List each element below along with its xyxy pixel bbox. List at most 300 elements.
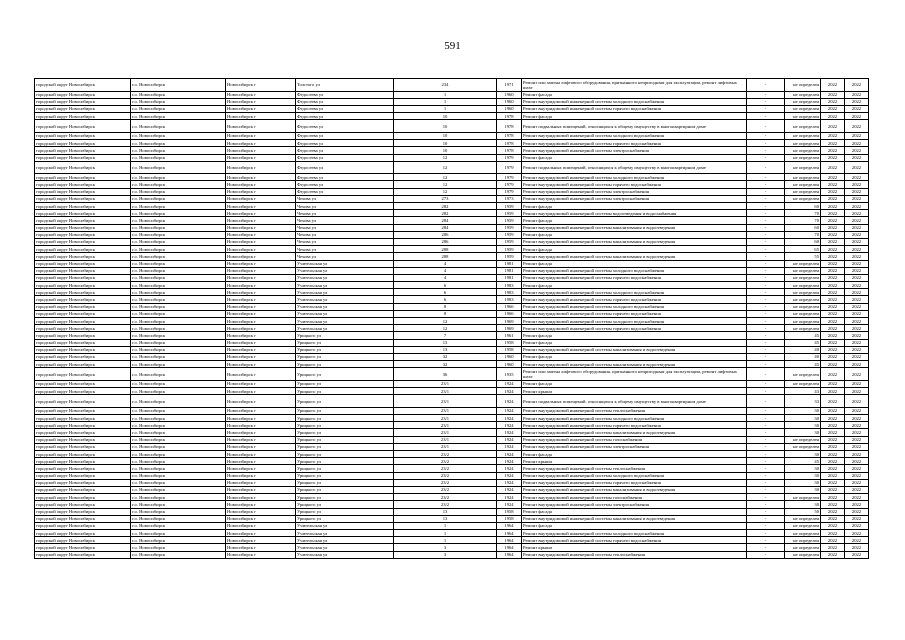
table-row bbox=[35, 113, 869, 120]
start-year-cell: 2022 bbox=[821, 120, 845, 133]
year-built-cell: 1958 bbox=[497, 339, 522, 346]
end-year-cell: 2022 bbox=[845, 388, 869, 395]
work-type-cell: Ремонт внутридомовой инженерной системы электроснабжения bbox=[522, 188, 747, 195]
district-cell: г.о. Новосибирск bbox=[131, 494, 226, 501]
cost-cell: не определен bbox=[785, 282, 821, 289]
municipality-cell: городской округ Новосибирск bbox=[35, 113, 131, 120]
street-cell: Федосеева ул bbox=[296, 105, 394, 112]
municipality-cell: городской округ Новосибирск bbox=[35, 508, 131, 515]
year-built-cell: 1924 bbox=[497, 479, 522, 486]
start-year-cell: 2022 bbox=[821, 339, 845, 346]
house-number-cell: 23/2 bbox=[394, 451, 497, 458]
district-cell: г.о. Новосибирск bbox=[131, 537, 226, 544]
start-year-cell: 2022 bbox=[821, 174, 845, 181]
municipality-cell: городской округ Новосибирск bbox=[35, 325, 131, 332]
municipality-cell: городской округ Новосибирск bbox=[35, 105, 131, 112]
end-year-cell: 2022 bbox=[845, 395, 869, 408]
municipality-cell: городской округ Новосибирск bbox=[35, 132, 131, 139]
year-built-cell: 1983 bbox=[497, 282, 522, 289]
street-cell: Чехова ул bbox=[296, 231, 394, 238]
dash-cell: - bbox=[747, 289, 785, 296]
house-number-cell: 32 bbox=[394, 361, 497, 368]
house-number-cell: 23/2 bbox=[394, 465, 497, 472]
dash-cell: - bbox=[747, 260, 785, 267]
street-cell: Чехова ул bbox=[296, 238, 394, 245]
table-row bbox=[35, 289, 869, 296]
year-built-cell: 1973 bbox=[497, 195, 522, 202]
end-year-cell: 2022 bbox=[845, 132, 869, 139]
city-cell: Новосибирск г bbox=[226, 422, 296, 429]
district-cell: г.о. Новосибирск bbox=[131, 267, 226, 274]
dash-cell: - bbox=[747, 253, 785, 260]
work-type-cell: Ремонт внутридомовой инженерной системы горячего водоснабжения bbox=[522, 140, 747, 147]
city-cell: Новосибирск г bbox=[226, 217, 296, 224]
district-cell: г.о. Новосибирск bbox=[131, 380, 226, 387]
municipality-cell: городской округ Новосибирск bbox=[35, 501, 131, 508]
start-year-cell: 2022 bbox=[821, 479, 845, 486]
city-cell: Новосибирск г bbox=[226, 210, 296, 217]
city-cell: Новосибирск г bbox=[226, 508, 296, 515]
municipality-cell: городской округ Новосибирск bbox=[35, 368, 131, 381]
city-cell: Новосибирск г bbox=[226, 325, 296, 332]
cost-cell: не определен bbox=[785, 98, 821, 105]
district-cell: г.о. Новосибирск bbox=[131, 105, 226, 112]
municipality-cell: городской округ Новосибирск bbox=[35, 303, 131, 310]
house-number-cell: 12 bbox=[394, 318, 497, 325]
city-cell: Новосибирск г bbox=[226, 203, 296, 210]
cost-cell: не определен bbox=[785, 188, 821, 195]
dash-cell: - bbox=[747, 388, 785, 395]
city-cell: Новосибирск г bbox=[226, 407, 296, 414]
end-year-cell: 2022 bbox=[845, 332, 869, 339]
cost-cell: не определен bbox=[785, 551, 821, 558]
street-cell: Урицкого ул bbox=[296, 407, 394, 414]
municipality-cell: городской округ Новосибирск bbox=[35, 407, 131, 414]
city-cell: Новосибирск г bbox=[226, 181, 296, 188]
work-type-cell: Ремонт внутридомовой инженерной системы газоснабжения bbox=[522, 494, 747, 501]
table-row bbox=[35, 203, 869, 210]
start-year-cell: 2022 bbox=[821, 388, 845, 395]
end-year-cell: 2022 bbox=[845, 195, 869, 202]
work-type-cell: Ремонт подвальных помещений, относящихся к общему имуществу в многоквартирном доме bbox=[522, 395, 747, 408]
house-number-cell: 10 bbox=[394, 147, 497, 154]
district-cell: г.о. Новосибирск bbox=[131, 289, 226, 296]
cost-cell: не определен bbox=[785, 132, 821, 139]
start-year-cell: 2022 bbox=[821, 422, 845, 429]
cost-cell: не определен bbox=[785, 181, 821, 188]
cost-cell: 60 bbox=[785, 238, 821, 245]
house-number-cell: 4 bbox=[394, 267, 497, 274]
start-year-cell: 2022 bbox=[821, 472, 845, 479]
table-row bbox=[35, 537, 869, 544]
dash-cell: - bbox=[747, 346, 785, 353]
street-cell: Урицкого ул bbox=[296, 451, 394, 458]
cost-cell: 30 bbox=[785, 429, 821, 436]
start-year-cell: 2022 bbox=[821, 407, 845, 414]
district-cell: г.о. Новосибирск bbox=[131, 436, 226, 443]
start-year-cell: 2022 bbox=[821, 132, 845, 139]
dash-cell: - bbox=[747, 147, 785, 154]
district-cell: г.о. Новосибирск bbox=[131, 132, 226, 139]
year-built-cell: 1969 bbox=[497, 318, 522, 325]
district-cell: г.о. Новосибирск bbox=[131, 451, 226, 458]
start-year-cell: 2022 bbox=[821, 415, 845, 422]
end-year-cell: 2022 bbox=[845, 161, 869, 174]
cost-cell: 30 bbox=[785, 415, 821, 422]
year-built-cell: 1978 bbox=[497, 132, 522, 139]
table-row bbox=[35, 246, 869, 253]
dash-cell: - bbox=[747, 415, 785, 422]
cost-cell: 60 bbox=[785, 203, 821, 210]
work-type-cell: Ремонт внутридомовой инженерной системы горячего водоснабжения bbox=[522, 181, 747, 188]
year-built-cell: 1964 bbox=[497, 537, 522, 544]
city-cell: Новосибирск г bbox=[226, 253, 296, 260]
municipality-cell: городской округ Новосибирск bbox=[35, 181, 131, 188]
end-year-cell: 2022 bbox=[845, 260, 869, 267]
house-number-cell: 12 bbox=[394, 161, 497, 174]
end-year-cell: 2022 bbox=[845, 515, 869, 522]
dash-cell: - bbox=[747, 98, 785, 105]
district-cell: г.о. Новосибирск bbox=[131, 274, 226, 281]
house-number-cell: 6 bbox=[394, 282, 497, 289]
end-year-cell: 2022 bbox=[845, 174, 869, 181]
table-row bbox=[35, 515, 869, 522]
table-row bbox=[35, 486, 869, 493]
municipality-cell: городской округ Новосибирск bbox=[35, 120, 131, 133]
dash-cell: - bbox=[747, 105, 785, 112]
house-number-cell: 1 bbox=[394, 105, 497, 112]
dash-cell: - bbox=[747, 181, 785, 188]
dash-cell: - bbox=[747, 508, 785, 515]
house-number-cell: 23/1 bbox=[394, 415, 497, 422]
cost-cell: не определен bbox=[785, 154, 821, 161]
end-year-cell: 2022 bbox=[845, 325, 869, 332]
end-year-cell: 2022 bbox=[845, 429, 869, 436]
house-number-cell: 23/2 bbox=[394, 486, 497, 493]
start-year-cell: 2022 bbox=[821, 224, 845, 231]
house-number-cell: 23/1 bbox=[394, 380, 497, 387]
start-year-cell: 2022 bbox=[821, 318, 845, 325]
street-cell: Учительская ул bbox=[296, 296, 394, 303]
end-year-cell: 2022 bbox=[845, 154, 869, 161]
cost-cell: не определен bbox=[785, 161, 821, 174]
dash-cell: - bbox=[747, 515, 785, 522]
city-cell: Новосибирск г bbox=[226, 120, 296, 133]
street-cell: Урицкого ул bbox=[296, 508, 394, 515]
end-year-cell: 2022 bbox=[845, 147, 869, 154]
year-built-cell: 1924 bbox=[497, 443, 522, 450]
table-row bbox=[35, 310, 869, 317]
table-row bbox=[35, 465, 869, 472]
city-cell: Новосибирск г bbox=[226, 472, 296, 479]
table-row bbox=[35, 494, 869, 501]
city-cell: Новосибирск г bbox=[226, 282, 296, 289]
street-cell: Урицкого ул bbox=[296, 361, 394, 368]
city-cell: Новосибирск г bbox=[226, 443, 296, 450]
year-built-cell: 1964 bbox=[497, 551, 522, 558]
end-year-cell: 2022 bbox=[845, 296, 869, 303]
district-cell: г.о. Новосибирск bbox=[131, 388, 226, 395]
start-year-cell: 2022 bbox=[821, 332, 845, 339]
house-number-cell: 3 bbox=[394, 551, 497, 558]
municipality-cell: городской округ Новосибирск bbox=[35, 353, 131, 360]
city-cell: Новосибирск г bbox=[226, 318, 296, 325]
end-year-cell: 2022 bbox=[845, 544, 869, 551]
city-cell: Новосибирск г bbox=[226, 388, 296, 395]
start-year-cell: 2022 bbox=[821, 195, 845, 202]
street-cell: Урицкого ул bbox=[296, 443, 394, 450]
municipality-cell: городской округ Новосибирск bbox=[35, 91, 131, 98]
end-year-cell: 2022 bbox=[845, 267, 869, 274]
table-row bbox=[35, 140, 869, 147]
year-built-cell: 1924 bbox=[497, 388, 522, 395]
start-year-cell: 2022 bbox=[821, 451, 845, 458]
work-type-cell: Ремонт фасада bbox=[522, 260, 747, 267]
municipality-cell: городской округ Новосибирск bbox=[35, 522, 131, 529]
table-row bbox=[35, 296, 869, 303]
dash-cell: - bbox=[747, 443, 785, 450]
year-built-cell: 1983 bbox=[497, 296, 522, 303]
work-type-cell: Ремонт фасада bbox=[522, 246, 747, 253]
street-cell: Чехова ул bbox=[296, 246, 394, 253]
cost-cell: не определен bbox=[785, 147, 821, 154]
dash-cell: - bbox=[747, 267, 785, 274]
municipality-cell: городской округ Новосибирск bbox=[35, 310, 131, 317]
end-year-cell: 2022 bbox=[845, 246, 869, 253]
end-year-cell: 2022 bbox=[845, 303, 869, 310]
municipality-cell: городской округ Новосибирск bbox=[35, 318, 131, 325]
cost-cell: 70 bbox=[785, 217, 821, 224]
district-cell: г.о. Новосибирск bbox=[131, 203, 226, 210]
municipality-cell: городской округ Новосибирск bbox=[35, 494, 131, 501]
table-row bbox=[35, 154, 869, 161]
work-type-cell: Ремонт фасада bbox=[522, 380, 747, 387]
cost-cell: 30 bbox=[785, 486, 821, 493]
start-year-cell: 2022 bbox=[821, 544, 845, 551]
start-year-cell: 2022 bbox=[821, 282, 845, 289]
cost-cell: 30 bbox=[785, 465, 821, 472]
street-cell: Федосеева ул bbox=[296, 181, 394, 188]
end-year-cell: 2022 bbox=[845, 436, 869, 443]
end-year-cell: 2022 bbox=[845, 120, 869, 133]
table-row bbox=[35, 551, 869, 558]
year-built-cell: 1959 bbox=[497, 231, 522, 238]
cost-cell: 45 bbox=[785, 332, 821, 339]
table-row bbox=[35, 508, 869, 515]
district-cell: г.о. Новосибирск bbox=[131, 472, 226, 479]
table-row bbox=[35, 353, 869, 360]
table-row bbox=[35, 132, 869, 139]
street-cell: Урицкого ул bbox=[296, 353, 394, 360]
district-cell: г.о. Новосибирск bbox=[131, 429, 226, 436]
street-cell: Учительская ул bbox=[296, 274, 394, 281]
district-cell: г.о. Новосибирск bbox=[131, 465, 226, 472]
city-cell: Новосибирск г bbox=[226, 515, 296, 522]
house-number-cell: 7 bbox=[394, 332, 497, 339]
table-row bbox=[35, 332, 869, 339]
city-cell: Новосибирск г bbox=[226, 105, 296, 112]
district-cell: г.о. Новосибирск bbox=[131, 353, 226, 360]
cost-cell: 55 bbox=[785, 253, 821, 260]
year-built-cell: 1978 bbox=[497, 147, 522, 154]
year-built-cell: 1979 bbox=[497, 174, 522, 181]
city-cell: Новосибирск г bbox=[226, 147, 296, 154]
street-cell: Чехова ул bbox=[296, 195, 394, 202]
district-cell: г.о. Новосибирск bbox=[131, 339, 226, 346]
cost-cell: не определен bbox=[785, 522, 821, 529]
work-type-cell: Ремонт внутридомовой инженерной системы канализования и водоотведения bbox=[522, 361, 747, 368]
city-cell: Новосибирск г bbox=[226, 140, 296, 147]
dash-cell: - bbox=[747, 210, 785, 217]
street-cell: Учительская ул bbox=[296, 537, 394, 544]
district-cell: г.о. Новосибирск bbox=[131, 79, 226, 92]
cost-cell: 70 bbox=[785, 210, 821, 217]
cost-cell: 60 bbox=[785, 224, 821, 231]
cost-cell: 45 bbox=[785, 361, 821, 368]
municipality-cell: городской округ Новосибирск bbox=[35, 267, 131, 274]
end-year-cell: 2022 bbox=[845, 486, 869, 493]
house-number-cell: 3 bbox=[394, 544, 497, 551]
district-cell: г.о. Новосибирск bbox=[131, 260, 226, 267]
house-number-cell: 1 bbox=[394, 530, 497, 537]
year-built-cell: 1959 bbox=[497, 238, 522, 245]
table-row bbox=[35, 120, 869, 133]
start-year-cell: 2022 bbox=[821, 210, 845, 217]
end-year-cell: 2022 bbox=[845, 472, 869, 479]
district-cell: г.о. Новосибирск bbox=[131, 318, 226, 325]
municipality-cell: городской округ Новосибирск bbox=[35, 472, 131, 479]
dash-cell: - bbox=[747, 120, 785, 133]
district-cell: г.о. Новосибирск bbox=[131, 544, 226, 551]
table-row bbox=[35, 436, 869, 443]
city-cell: Новосибирск г bbox=[226, 436, 296, 443]
start-year-cell: 2022 bbox=[821, 188, 845, 195]
year-built-cell: 1959 bbox=[497, 246, 522, 253]
street-cell: Учительская ул bbox=[296, 318, 394, 325]
street-cell: Урицкого ул bbox=[296, 501, 394, 508]
dash-cell: - bbox=[747, 339, 785, 346]
city-cell: Новосибирск г bbox=[226, 303, 296, 310]
table-row bbox=[35, 415, 869, 422]
work-type-cell: Ремонт внутридомовой инженерной системы горячего водоснабжения bbox=[522, 537, 747, 544]
district-cell: г.о. Новосибирск bbox=[131, 407, 226, 414]
work-type-cell: Ремонт фасада bbox=[522, 522, 747, 529]
house-number-cell: 23/1 bbox=[394, 436, 497, 443]
year-built-cell: 1960 bbox=[497, 353, 522, 360]
start-year-cell: 2022 bbox=[821, 217, 845, 224]
work-type-cell: Ремонт внутридомовой инженерной системы горячего водоснабжения bbox=[522, 479, 747, 486]
municipality-cell: городской округ Новосибирск bbox=[35, 274, 131, 281]
end-year-cell: 2022 bbox=[845, 458, 869, 465]
work-type-cell: Ремонт внутридомовой инженерной системы холодного водоснабжения bbox=[522, 472, 747, 479]
house-number-cell: 8 bbox=[394, 310, 497, 317]
end-year-cell: 2022 bbox=[845, 91, 869, 98]
dash-cell: - bbox=[747, 296, 785, 303]
dash-cell: - bbox=[747, 132, 785, 139]
street-cell: Урицкого ул bbox=[296, 436, 394, 443]
start-year-cell: 2022 bbox=[821, 486, 845, 493]
dash-cell: - bbox=[747, 224, 785, 231]
table-row bbox=[35, 325, 869, 332]
dash-cell: - bbox=[747, 465, 785, 472]
municipality-cell: городской округ Новосибирск bbox=[35, 188, 131, 195]
end-year-cell: 2022 bbox=[845, 443, 869, 450]
city-cell: Новосибирск г bbox=[226, 161, 296, 174]
dash-cell: - bbox=[747, 246, 785, 253]
renovation-table bbox=[34, 78, 869, 559]
house-number-cell: 4 bbox=[394, 274, 497, 281]
year-built-cell: 1981 bbox=[497, 267, 522, 274]
house-number-cell: 36 bbox=[394, 368, 497, 381]
start-year-cell: 2022 bbox=[821, 465, 845, 472]
house-number-cell: 23/2 bbox=[394, 479, 497, 486]
year-built-cell: 1924 bbox=[497, 395, 522, 408]
district-cell: г.о. Новосибирск bbox=[131, 246, 226, 253]
start-year-cell: 2022 bbox=[821, 551, 845, 558]
house-number-cell: 23/1 bbox=[394, 429, 497, 436]
table-row bbox=[35, 91, 869, 98]
district-cell: г.о. Новосибирск bbox=[131, 522, 226, 529]
table-row bbox=[35, 253, 869, 260]
table-row bbox=[35, 282, 869, 289]
end-year-cell: 2022 bbox=[845, 253, 869, 260]
house-number-cell: 1 bbox=[394, 537, 497, 544]
start-year-cell: 2022 bbox=[821, 368, 845, 381]
dash-cell: - bbox=[747, 195, 785, 202]
house-number-cell: 23/1 bbox=[394, 422, 497, 429]
start-year-cell: 2022 bbox=[821, 310, 845, 317]
district-cell: г.о. Новосибирск bbox=[131, 120, 226, 133]
end-year-cell: 2022 bbox=[845, 415, 869, 422]
street-cell: Учительская ул bbox=[296, 551, 394, 558]
cost-cell: 33 bbox=[785, 395, 821, 408]
start-year-cell: 2022 bbox=[821, 260, 845, 267]
street-cell: Урицкого ул bbox=[296, 339, 394, 346]
work-type-cell: Ремонт фасада bbox=[522, 332, 747, 339]
house-number-cell: 10 bbox=[394, 140, 497, 147]
city-cell: Новосибирск г bbox=[226, 544, 296, 551]
start-year-cell: 2022 bbox=[821, 289, 845, 296]
city-cell: Новосибирск г bbox=[226, 296, 296, 303]
municipality-cell: городской округ Новосибирск bbox=[35, 361, 131, 368]
municipality-cell: городской округ Новосибирск bbox=[35, 203, 131, 210]
year-built-cell: 1924 bbox=[497, 407, 522, 414]
street-cell: Федосеева ул bbox=[296, 140, 394, 147]
dash-cell: - bbox=[747, 188, 785, 195]
street-cell: Чехова ул bbox=[296, 210, 394, 217]
cost-cell: не определен bbox=[785, 267, 821, 274]
table-row bbox=[35, 238, 869, 245]
work-type-cell: Ремонт внутридомовой инженерной системы газоснабжения bbox=[522, 436, 747, 443]
municipality-cell: городской округ Новосибирск bbox=[35, 289, 131, 296]
municipality-cell: городской округ Новосибирск bbox=[35, 429, 131, 436]
street-cell: Федосеева ул bbox=[296, 147, 394, 154]
year-built-cell: 1959 bbox=[497, 203, 522, 210]
year-built-cell: 1924 bbox=[497, 451, 522, 458]
city-cell: Новосибирск г bbox=[226, 267, 296, 274]
end-year-cell: 2022 bbox=[845, 282, 869, 289]
city-cell: Новосибирск г bbox=[226, 530, 296, 537]
cost-cell: 30 bbox=[785, 472, 821, 479]
street-cell: Федосеева ул bbox=[296, 120, 394, 133]
street-cell: Чехова ул bbox=[296, 253, 394, 260]
end-year-cell: 2022 bbox=[845, 508, 869, 515]
house-number-cell: 32 bbox=[394, 353, 497, 360]
dash-cell: - bbox=[747, 91, 785, 98]
work-type-cell: Ремонт внутридомовой инженерной системы канализования и водоотведения bbox=[522, 515, 747, 522]
cost-cell: не определен bbox=[785, 303, 821, 310]
municipality-cell: городской округ Новосибирск bbox=[35, 451, 131, 458]
